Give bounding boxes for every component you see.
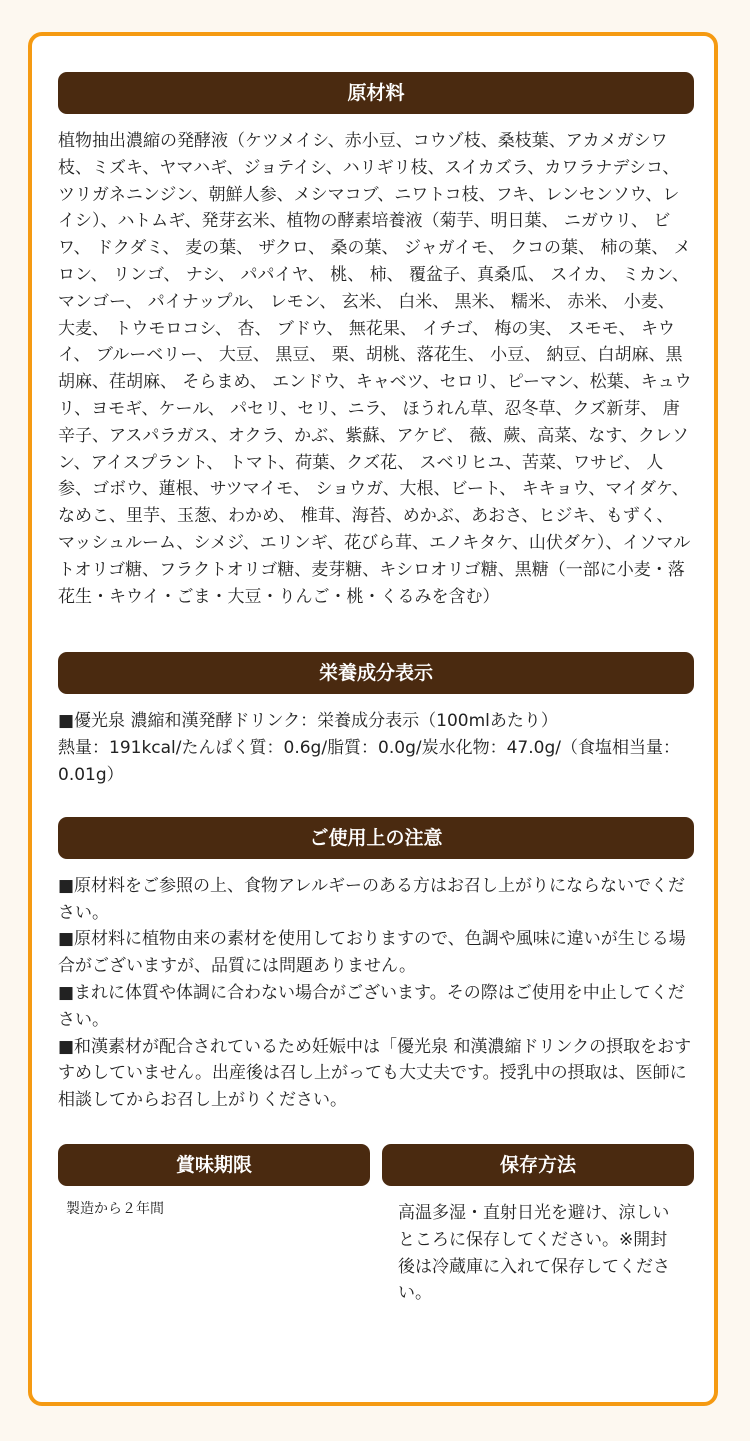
caution-header: ご使用上の注意 bbox=[58, 817, 694, 859]
nutrition-header: 栄養成分表示 bbox=[58, 652, 694, 694]
expiry-section bbox=[58, 1144, 370, 1307]
expiry-header: 賞味期限 bbox=[58, 1144, 370, 1186]
caution-text bbox=[58, 873, 694, 1114]
nutrition-line-1: ■優光泉 濃縮和漢発酵ドリンク：栄養成分表示（100mlあたり） bbox=[58, 711, 558, 732]
ingredients-text: 植物抽出濃縮の発酵液（ケツメイシ、赤小豆、コウゾ枝、桑枝葉、アカメガシワ枝、ミズキ、ヤマハギ、ジョテイシ、ハリギリ枝、スイカズラ、カワラナデシコ、ツリガネニンジン、朝鮮人参、メシマコブ、ニワトコ枝、フキ、レンセンソウ、レイシ）、ハトムギ、発芽玄米、植物の酵素培養液（菊芋、明日葉、 ニガウリ、 ビワ、 ドクダミ、 麦の葉、 ザクロ、 桑の葉、 ジャガイモ、 クコの葉、 柿の葉、 メロン、 リンゴ、 ナシ、 パパイヤ、 桃、 柿、 覆盆子、真桑瓜、 スイカ、 ミカン、 マンゴー、 パイナップル、 レモン、 玄米、 白米、 黒米、 糯米、 赤米、 小麦、 大麦、 トウモロコシ、 杏、 ブドウ、 無花果、 イチゴ、 梅の実、 スモモ、 キウイ、 ブルーベリー、 大豆、 黒豆、 栗、胡桃、落花生、 小豆、 納豆、白胡麻、黒胡麻、荏胡麻、 そらまめ、 エンドウ、キャベツ、セロリ、ピーマン、松葉、キュウリ、ヨモギ、ケール、 パセリ、セリ、ニラ、 ほうれん草、忍冬草、クズ新芽、 唐辛子、アスパラガス、オクラ、かぶ、紫蘇、アケビ、 薇、蕨、高菜、なす、クレソン、アイスプラント、 トマト、荷葉、クズ花、 スベリヒユ、苦菜、ワサビ、 人参、ゴボウ、蓮根、サツマイモ、 ショウガ、大根、ビート、 キキョウ、マイダケ、なめこ、里芋、玉葱、わかめ、 椎茸、海苔、めかぶ、あおさ、ヒジキ、もずく、 マッシュルーム、シメジ、エリンギ、花びら茸、エノキタケ、山伏ダケ）、イソマルトオリゴ糖、フラクトオリゴ糖、麦芽糖、キシロオリゴ糖、黒糖（一部に小麦・落花生・キウイ・ごま・大豆・りんご・桃・くるみを含む） bbox=[58, 131, 692, 607]
caution-section bbox=[58, 817, 694, 1114]
expiry-text: 製造から２年間 bbox=[66, 1200, 164, 1217]
storage-section bbox=[382, 1144, 694, 1307]
caution-item-4: ■和漢素材が配合されているため妊娠中は「優光泉 和漢濃縮ドリンクの摂取をおすすめしていません。出産後は召し上がっても大丈夫です。授乳中の摂取は、医師に相談してからお召し上がりください。 bbox=[58, 1036, 692, 1111]
nutrition-section bbox=[58, 652, 694, 788]
caution-item-1: ■原材料をご参照の上、食物アレルギーのある方はお召し上がりにならないでください。 bbox=[58, 875, 685, 923]
storage-header: 保存方法 bbox=[382, 1144, 694, 1186]
storage-text: 高温多湿・直射日光を避け、涼しいところに保存してください。※開封後は冷蔵庫に入れて保存してください。 bbox=[398, 1202, 670, 1304]
caution-item-3: ■まれに体質や体調に合わない場合がございます。その際はご使用を中止してください。 bbox=[58, 982, 685, 1030]
nutrition-line-2: 熱量：191kcal/たんぱく質：0.6g/脂質：0.0g/炭水化物：47.0g/（食塩相当量：0.01g） bbox=[58, 738, 680, 785]
ingredients-section bbox=[58, 72, 694, 610]
ingredients-header: 原材料 bbox=[58, 72, 694, 114]
nutrition-text bbox=[58, 708, 694, 788]
product-info-card bbox=[28, 32, 718, 1406]
expiry-storage-row bbox=[58, 1144, 694, 1307]
caution-item-2: ■原材料に植物由来の素材を使用しておりますので、色調や風味に違いが生じる場合がございますが、品質には問題ありません。 bbox=[58, 929, 686, 977]
product-info-content bbox=[58, 72, 694, 1307]
